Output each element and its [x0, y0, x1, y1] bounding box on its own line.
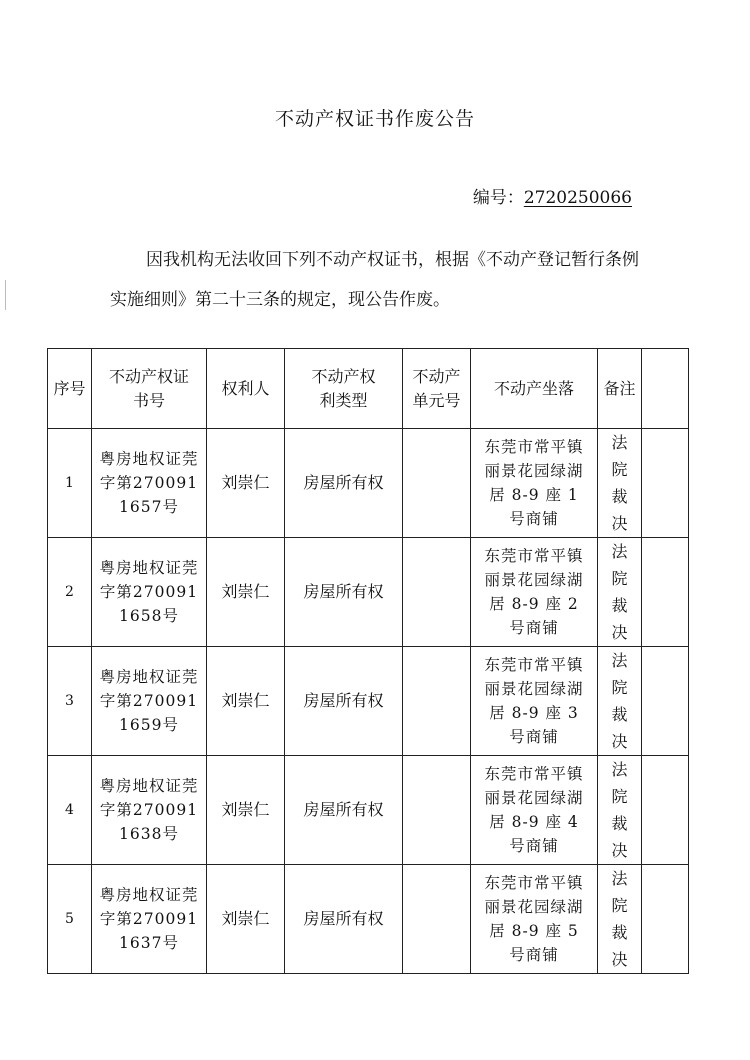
document-number-value: 2720250066 — [523, 188, 632, 208]
row-unit-no — [403, 756, 471, 865]
table-row — [48, 647, 689, 756]
row-unit-no — [403, 429, 471, 538]
row-note: 法院裁决 — [598, 538, 642, 647]
row-empty — [642, 429, 689, 538]
certificate-table — [47, 348, 689, 974]
table-header-row — [48, 349, 689, 429]
row-seq: 1 — [48, 429, 92, 538]
row-seq: 4 — [48, 756, 92, 865]
row-location: 东莞市常平镇丽景花园绿湖居 8-9 座 3 号商铺 — [471, 647, 598, 756]
row-cert-no: 粤房地权证莞字第2700911637号 — [92, 865, 207, 974]
row-right-type: 房屋所有权 — [285, 756, 403, 865]
table-row — [48, 756, 689, 865]
row-cert-no: 粤房地权证莞字第2700911659号 — [92, 647, 207, 756]
table-row — [48, 429, 689, 538]
header-holder: 权利人 — [207, 349, 285, 429]
row-location: 东莞市常平镇丽景花园绿湖居 8-9 座 5 号商铺 — [471, 865, 598, 974]
row-empty — [642, 756, 689, 865]
row-note: 法院裁决 — [598, 647, 642, 756]
row-holder: 刘崇仁 — [207, 538, 285, 647]
row-holder: 刘崇仁 — [207, 756, 285, 865]
header-note: 备注 — [598, 349, 642, 429]
header-right-type: 不动产权利类型 — [285, 349, 403, 429]
row-empty — [642, 647, 689, 756]
row-location: 东莞市常平镇丽景花园绿湖居 8-9 座 1 号商铺 — [471, 429, 598, 538]
row-empty — [642, 538, 689, 647]
header-unit-no: 不动产单元号 — [403, 349, 471, 429]
scan-edge-mark — [5, 280, 6, 310]
row-location: 东莞市常平镇丽景花园绿湖居 8-9 座 4 号商铺 — [471, 756, 598, 865]
row-unit-no — [403, 647, 471, 756]
row-cert-no: 粤房地权证莞字第2700911657号 — [92, 429, 207, 538]
row-right-type: 房屋所有权 — [285, 647, 403, 756]
table-row — [48, 865, 689, 974]
row-holder: 刘崇仁 — [207, 429, 285, 538]
row-cert-no: 粤房地权证莞字第2700911658号 — [92, 538, 207, 647]
row-right-type: 房屋所有权 — [285, 865, 403, 974]
row-unit-no — [403, 865, 471, 974]
page-title: 不动产权证书作废公告 — [274, 108, 475, 130]
row-note: 法院裁决 — [598, 429, 642, 538]
row-seq: 3 — [48, 647, 92, 756]
row-location: 东莞市常平镇丽景花园绿湖居 8-9 座 2 号商铺 — [471, 538, 598, 647]
document-number — [473, 183, 632, 208]
header-cert-no: 不动产权证书号 — [92, 349, 207, 429]
document-number-label: 编号： — [472, 188, 524, 208]
row-holder: 刘崇仁 — [207, 865, 285, 974]
table-body — [48, 429, 689, 974]
header-seq: 序号 — [48, 349, 92, 429]
table-row — [48, 538, 689, 647]
row-note: 法院裁决 — [598, 756, 642, 865]
header-location: 不动产坐落 — [471, 349, 598, 429]
row-holder: 刘崇仁 — [207, 647, 285, 756]
row-empty — [642, 865, 689, 974]
row-cert-no: 粤房地权证莞字第2700911638号 — [92, 756, 207, 865]
row-right-type: 房屋所有权 — [285, 538, 403, 647]
row-right-type: 房屋所有权 — [285, 429, 403, 538]
row-unit-no — [403, 538, 471, 647]
notice-paragraph: 因我机构无法收回下列不动产权证书，根据《不动产登记暂行条例实施细则》第二十三条的规定，现公告作废。 — [110, 250, 639, 310]
header-empty — [642, 349, 689, 429]
row-seq: 5 — [48, 865, 92, 974]
row-seq: 2 — [48, 538, 92, 647]
row-note: 法院裁决 — [598, 865, 642, 974]
